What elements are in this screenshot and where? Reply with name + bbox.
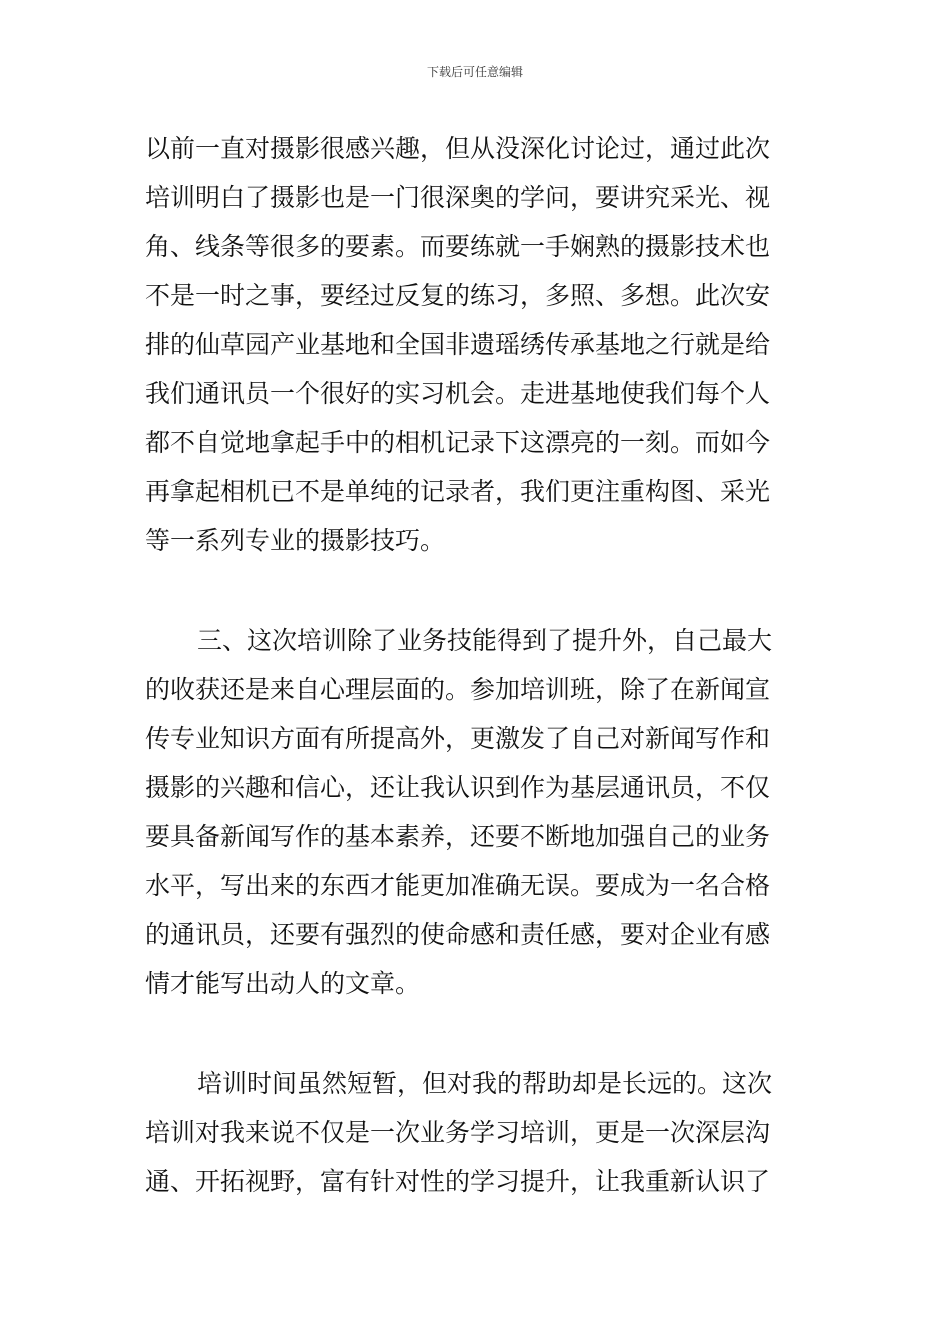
text-line: 再拿起相机已不是单纯的记录者，我们更注重构图、采光 — [145, 477, 771, 506]
text-line: 要具备新闻写作的基本素养，还要不断地加强自己的业务 — [145, 822, 771, 851]
text-line: 不是一时之事，要经过反复的练习，多照、多想。此次安 — [145, 281, 771, 310]
text-line: 我们通讯员一个很好的实习机会。走进基地使我们每个人 — [145, 379, 771, 408]
document-body — [145, 124, 815, 1206]
text-line: 水平，写出来的东西才能更加准确无误。要成为一名合格 — [145, 871, 771, 900]
paragraph-gap — [145, 1008, 815, 1059]
paragraph-gap — [145, 565, 815, 616]
text-line: 培训明白了摄影也是一门很深奥的学问，要讲究采光、视 — [145, 183, 771, 212]
page-header: 下载后可任意编辑 — [426, 65, 523, 79]
text-line: 培训对我来说不仅是一次业务学习培训，更是一次深层沟 — [145, 1118, 771, 1147]
paragraph-1 — [145, 124, 815, 565]
paragraph-2 — [145, 616, 815, 1008]
text-line: 传专业知识方面有所提高外，更激发了自己对新闻写作和 — [145, 724, 771, 753]
text-line: 培训时间虽然短暂，但对我的帮助却是长远的。这次 — [197, 1069, 773, 1098]
text-line: 的通讯员，还要有强烈的使命感和责任感，要对企业有感 — [145, 920, 771, 949]
text-line: 通、开拓视野，富有针对性的学习提升，让我重新认识了 — [145, 1167, 771, 1196]
text-line: 摄影的兴趣和信心，还让我认识到作为基层通讯员，不仅 — [145, 773, 771, 802]
text-line: 情才能写出动人的文章。 — [145, 969, 421, 998]
text-line: 角、线条等很多的要素。而要练就一手娴熟的摄影技术也 — [145, 232, 771, 261]
text-line: 等一系列专业的摄影技巧。 — [145, 526, 446, 555]
text-line: 三、这次培训除了业务技能得到了提升外，自己最大 — [197, 626, 773, 655]
text-line: 都不自觉地拿起手中的相机记录下这漂亮的一刻。而如今 — [145, 428, 771, 457]
text-line: 排的仙草园产业基地和全国非遗瑶绣传承基地之行就是给 — [145, 330, 771, 359]
paragraph-3 — [145, 1059, 815, 1206]
text-line: 的收获还是来自心理层面的。参加培训班，除了在新闻宣 — [145, 675, 771, 704]
text-line: 以前一直对摄影很感兴趣，但从没深化讨论过，通过此次 — [145, 134, 771, 163]
